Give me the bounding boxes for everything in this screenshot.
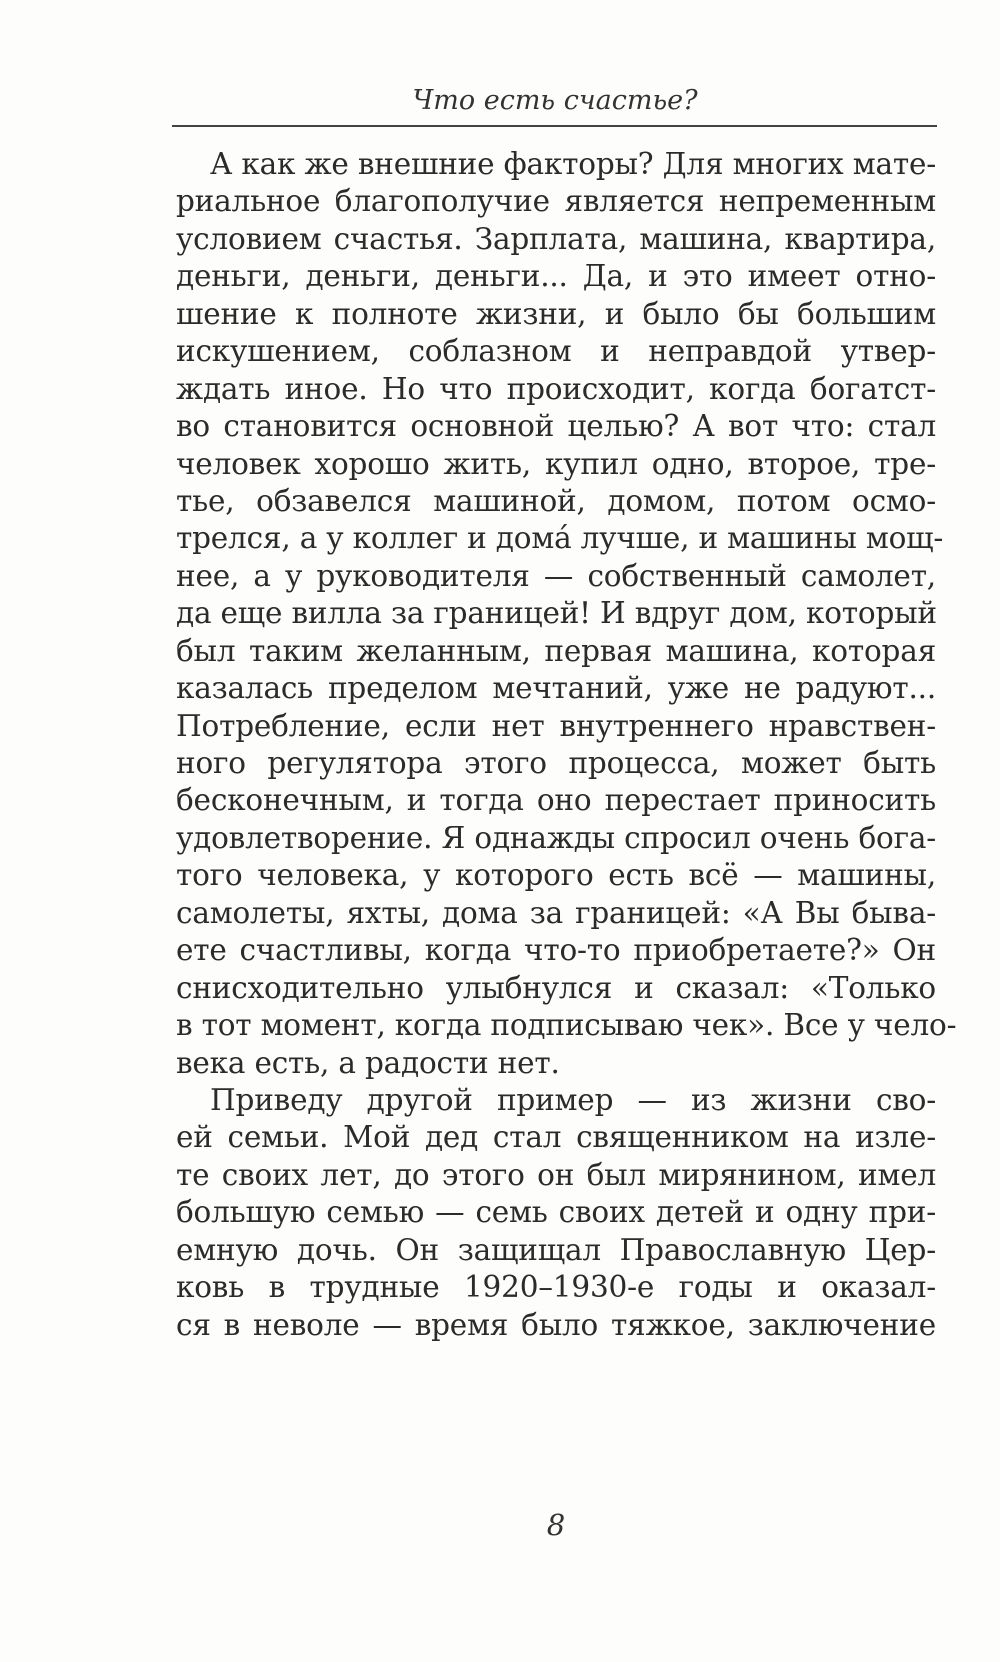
text-line: ей семьи. Мой дед стал священником на изле-: [176, 1120, 936, 1155]
paragraph-2: [176, 1082, 936, 1344]
text-line: человек хорошо жить, купил одно, второе, тре-: [176, 446, 936, 481]
text-line: удовлетворение. Я однажды спросил очень бога-: [176, 820, 936, 855]
text-line: искушением, соблазном и неправдой утвер-: [176, 334, 936, 369]
text-line: ся в неволе — время было тяжкое, заключение: [176, 1307, 936, 1342]
text-line: да еще вилла за границей! И вдруг дом, который: [176, 596, 937, 631]
text-line: деньги, деньги, деньги... Да, и это имеет отно-: [176, 259, 936, 294]
text-line: ждать иное. Но что происходит, когда богатст-: [176, 371, 936, 406]
text-line: тье, обзавелся машиной, домом, потом осмо-: [176, 483, 936, 518]
text-line: нее, а у руководителя — собственный самолет,: [176, 558, 936, 593]
text-line: Потребление, если нет внутреннего нравствен-: [176, 708, 936, 743]
text-line: самолеты, яхты, дома за границей: «А Вы быва-: [176, 895, 936, 930]
text-line: ковь в трудные 1920–1930-е годы и оказал-: [176, 1270, 936, 1305]
text-line: во становится основной целью? А вот что: стал: [176, 409, 936, 444]
text-line: снисходительно улыбнулся и сказал: «Только: [176, 970, 936, 1005]
text-line: казалась пределом мечтаний, уже не радуют...: [176, 671, 936, 706]
text-line: бесконечным, и тогда оно перестает приносить: [176, 783, 936, 818]
text-line: того человека, у которого есть всё — машины,: [176, 858, 936, 893]
text-line: трелся, а у коллег и дома́ лучше, и машины мощ-: [176, 521, 944, 556]
text-line: большую семью — семь своих детей и одну при-: [176, 1195, 936, 1230]
text-line: ного регулятора этого процесса, может быть: [176, 746, 936, 780]
text-line: емную дочь. Он защищал Православную Цер-: [176, 1232, 936, 1267]
text-line: риальное благополучие является непременным: [176, 184, 936, 219]
paragraph-1: [176, 146, 957, 1082]
text-line: условием счастья. Зарплата, машина, квартира,: [176, 221, 936, 256]
text-line: в тот момент, когда подписываю чек». Все у чело-: [176, 1008, 957, 1043]
header-rule: [172, 125, 937, 127]
text-line: Приведу другой пример — из жизни сво-: [210, 1082, 936, 1117]
text-line: века есть, а радости нет.: [176, 1045, 560, 1080]
page-number: 8: [546, 1508, 566, 1542]
text-line: шение к полноте жизни, и было бы большим: [176, 296, 936, 331]
body-text: [176, 146, 957, 1344]
text-line: те своих лет, до этого он был мирянином, имел: [176, 1157, 936, 1192]
text-line: А как же внешние факторы? Для многих мате-: [210, 147, 936, 181]
text-line: ете счастливы, когда что-то приобретаете?» Он: [176, 933, 936, 968]
text-line: был таким желанным, первая машина, которая: [176, 633, 936, 668]
running-head: Что есть счастье?: [412, 85, 698, 116]
